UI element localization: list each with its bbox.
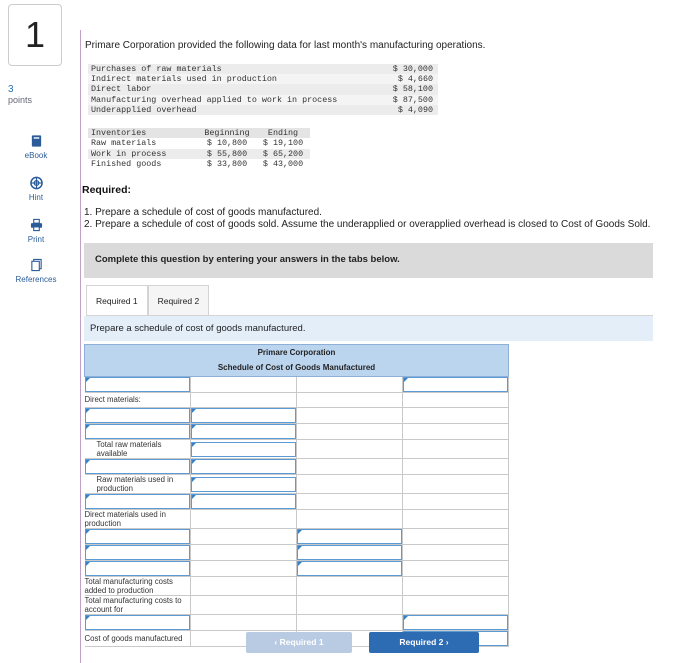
table-row (85, 440, 509, 459)
hint-icon (30, 176, 43, 190)
amount-input[interactable] (191, 477, 296, 492)
points-indicator (8, 84, 32, 105)
instruction-banner: Complete this question by entering your answers in the tabs below. (84, 243, 653, 278)
table-row (85, 424, 509, 440)
inventories-header: Inventories Beginning Ending (88, 128, 310, 138)
label-input[interactable] (85, 377, 191, 392)
intro-text: Primare Corporation provided the following data for last month's manufacturing operations. (85, 40, 486, 51)
data-row: Purchases of raw materials $ 30,000 (88, 64, 438, 74)
amount-input[interactable] (297, 561, 402, 576)
row-label: Total manufacturing costs to account for (85, 596, 191, 615)
table-row (85, 615, 509, 631)
divider (80, 30, 81, 663)
table-row: Work in process $ 55,800 $ 65,200 (88, 149, 310, 159)
row-label: Total manufacturing costs added to production (85, 577, 191, 596)
amount-input[interactable] (191, 459, 296, 474)
label-input[interactable] (85, 545, 191, 560)
worksheet-title: Schedule of Cost of Goods Manufactured (85, 360, 509, 376)
row-label: Cost of goods manufactured (85, 631, 191, 647)
references-button[interactable] (0, 258, 72, 284)
chevron-left-icon: ‹ (274, 637, 278, 647)
chevron-right-icon: › (445, 637, 449, 647)
table-row (85, 577, 509, 596)
label-input[interactable] (85, 529, 191, 544)
table-row (85, 494, 509, 510)
prev-label: Required 1 (279, 637, 324, 647)
table-row: Finished goods $ 33,800 $ 43,000 (91, 158, 304, 169)
worksheet-company: Primare Corporation (85, 345, 509, 361)
data-row: Direct labor $ 58,100 (88, 84, 438, 94)
print-button[interactable] (0, 218, 72, 244)
print-label: Print (27, 235, 45, 244)
hint-button[interactable] (0, 176, 72, 202)
row-label: Total raw materials available (85, 440, 191, 459)
ebook-button[interactable] (0, 134, 72, 160)
table-row (85, 596, 509, 615)
prev-required-button[interactable] (246, 632, 352, 653)
table-row (85, 561, 509, 577)
points-label: points (8, 95, 33, 105)
label-input[interactable] (85, 615, 191, 630)
amount-input[interactable] (191, 424, 296, 439)
data-row: Manufacturing overhead applied to work in process $ 87,500 (91, 94, 433, 105)
ebook-label: eBook (24, 151, 48, 160)
requirement-1: 1. Prepare a schedule of cost of goods manufactured. (84, 207, 322, 218)
amount-input[interactable] (191, 408, 296, 423)
amount-input[interactable] (191, 494, 296, 509)
row-label: Direct materials: (85, 392, 191, 408)
requirements-list (84, 207, 650, 231)
table-row (85, 510, 509, 529)
tab-prompt: Prepare a schedule of cost of goods manufactured. (84, 316, 653, 341)
row-label: Raw materials used in production (85, 475, 191, 494)
table-row (85, 545, 509, 561)
label-input[interactable] (85, 561, 191, 576)
data-row: Underapplied overhead $ 4,090 (88, 105, 438, 115)
table-row (85, 475, 509, 494)
label-input[interactable] (85, 424, 191, 439)
table-row (85, 459, 509, 475)
label-input[interactable] (85, 408, 191, 423)
table-row (85, 392, 509, 408)
points-value: 3 (8, 84, 14, 95)
requirement-2: 2. Prepare a schedule of cost of goods sold. Assume the underapplied or overapplied overhead is closed to Cost of Goods Sold. (84, 219, 651, 230)
printer-icon (30, 218, 43, 232)
next-label: Required 2 (399, 637, 444, 647)
references-icon (30, 258, 43, 272)
tab-bar (86, 285, 209, 316)
amount-input[interactable] (403, 615, 508, 630)
tab-required-1[interactable]: Required 1 (86, 285, 148, 316)
table-row (85, 376, 509, 392)
book-icon (30, 134, 43, 148)
table-row (85, 529, 509, 545)
required-heading: Required: (82, 184, 132, 196)
table-row (85, 408, 509, 424)
data-row: Indirect materials used in production $ 4,660 (91, 74, 433, 85)
amount-input[interactable] (297, 545, 402, 560)
given-data-table (88, 64, 438, 115)
row-label: Direct materials used in production (85, 510, 191, 529)
inventories-table (88, 128, 310, 169)
hint-label: Hint (28, 193, 44, 202)
label-input[interactable] (85, 494, 191, 509)
tab-required-2[interactable]: Required 2 (148, 285, 210, 316)
amount-input[interactable] (297, 529, 402, 544)
cogm-worksheet (84, 344, 509, 647)
label-input[interactable] (85, 459, 191, 474)
question-number: 1 (8, 4, 62, 66)
next-required-button[interactable] (369, 632, 479, 653)
references-label: References (15, 275, 57, 284)
table-row: Raw materials $ 10,800 $ 19,100 (91, 138, 304, 149)
amount-input[interactable] (191, 442, 296, 457)
amount-input[interactable] (403, 377, 508, 392)
